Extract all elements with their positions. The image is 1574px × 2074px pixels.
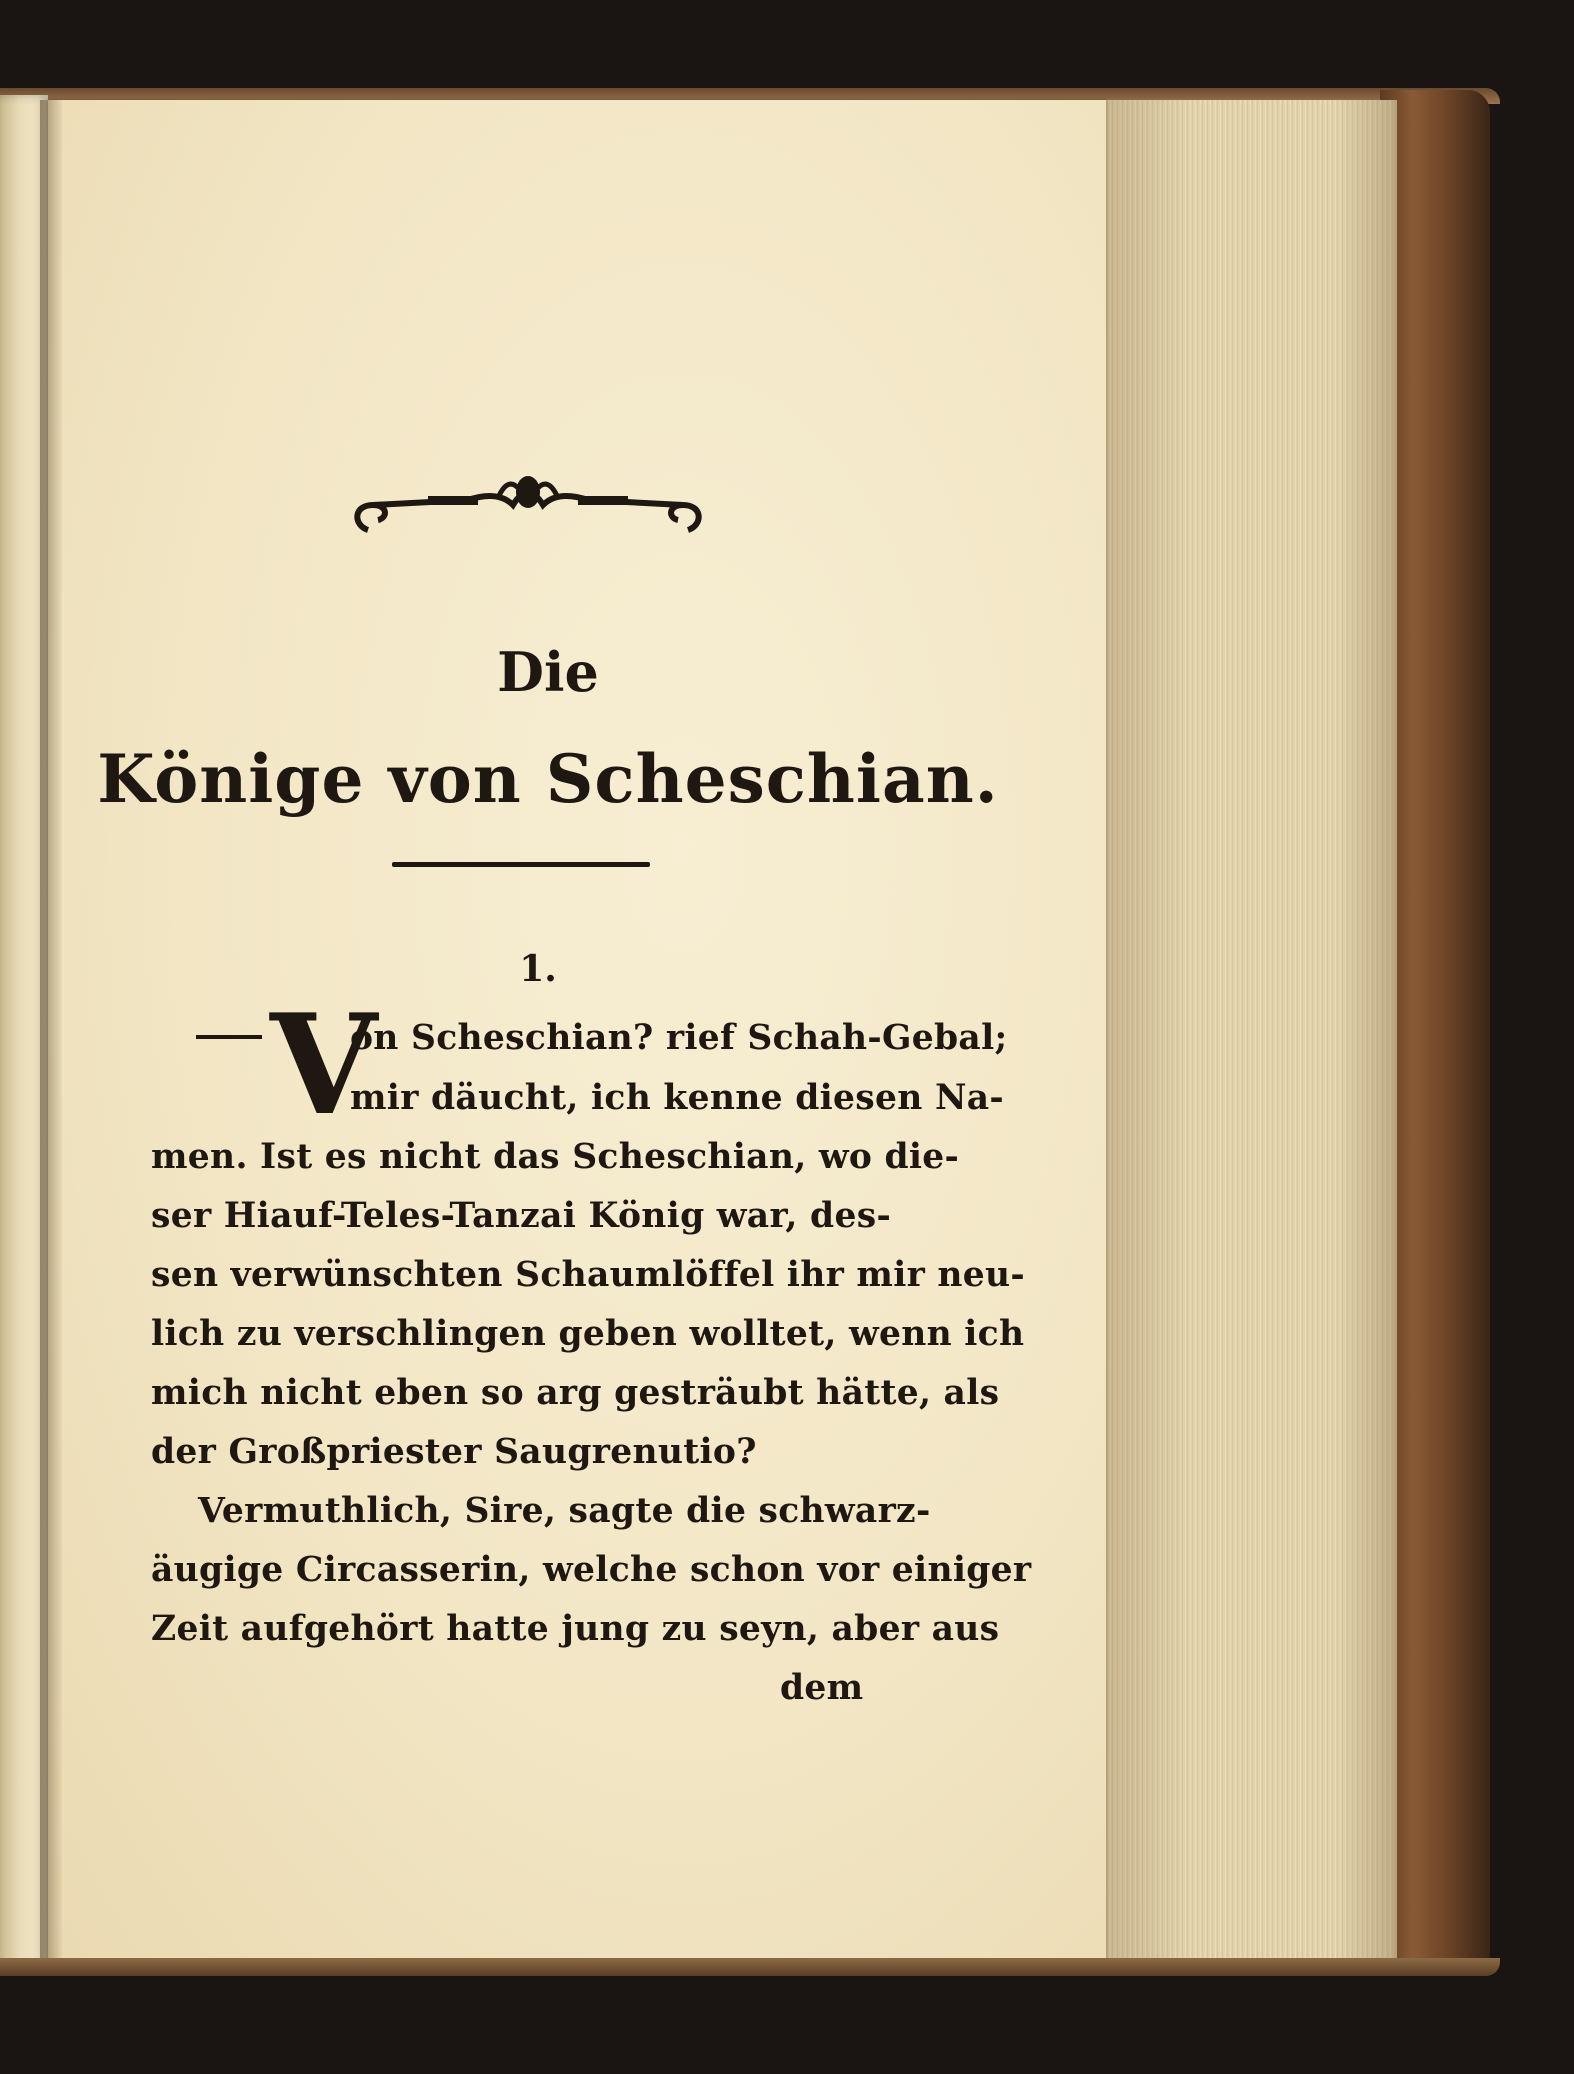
text-line: sen verwünschten Schaumlöffel ihr mir neu- xyxy=(151,1255,1026,1295)
text-line: men. Ist es nicht das Scheschian, wo die- xyxy=(151,1137,960,1177)
ornament-headpiece-icon xyxy=(348,470,708,550)
chapter-title: Könige von Scheschian. xyxy=(97,740,999,818)
catchword: dem xyxy=(780,1668,864,1708)
book-page xyxy=(48,100,1106,1968)
text-line: Vermuthlich, Sire, sagte die schwarz- xyxy=(198,1491,931,1531)
book-cover-bottom-edge xyxy=(0,1958,1500,1976)
gutter-shadow xyxy=(40,100,62,1970)
text-line: ser Hiauf-Teles-Tanzai König war, des- xyxy=(151,1196,892,1236)
section-number: 1. xyxy=(519,948,557,990)
heading-die: Die xyxy=(497,640,599,704)
text-line: äugige Circasserin, welche schon vor einiger xyxy=(151,1550,1032,1590)
title-rule xyxy=(392,862,650,867)
text-line: mir däucht, ich kenne diesen Na- xyxy=(350,1078,1005,1118)
text-line: Zeit aufgehört hatte jung zu seyn, aber aus xyxy=(151,1609,1000,1649)
dialogue-dash xyxy=(196,1035,262,1039)
text-line: lich zu verschlingen geben wolltet, wenn ich xyxy=(151,1314,1025,1354)
drop-capital: V xyxy=(270,983,378,1146)
page-edges xyxy=(1104,100,1397,1960)
text-line: on Scheschian? rief Schah-Gebal; xyxy=(350,1018,1008,1058)
text-line: mich nicht eben so arg gesträubt hätte, als xyxy=(151,1373,1000,1413)
text-line: der Großpriester Saugrenutio? xyxy=(151,1432,757,1472)
